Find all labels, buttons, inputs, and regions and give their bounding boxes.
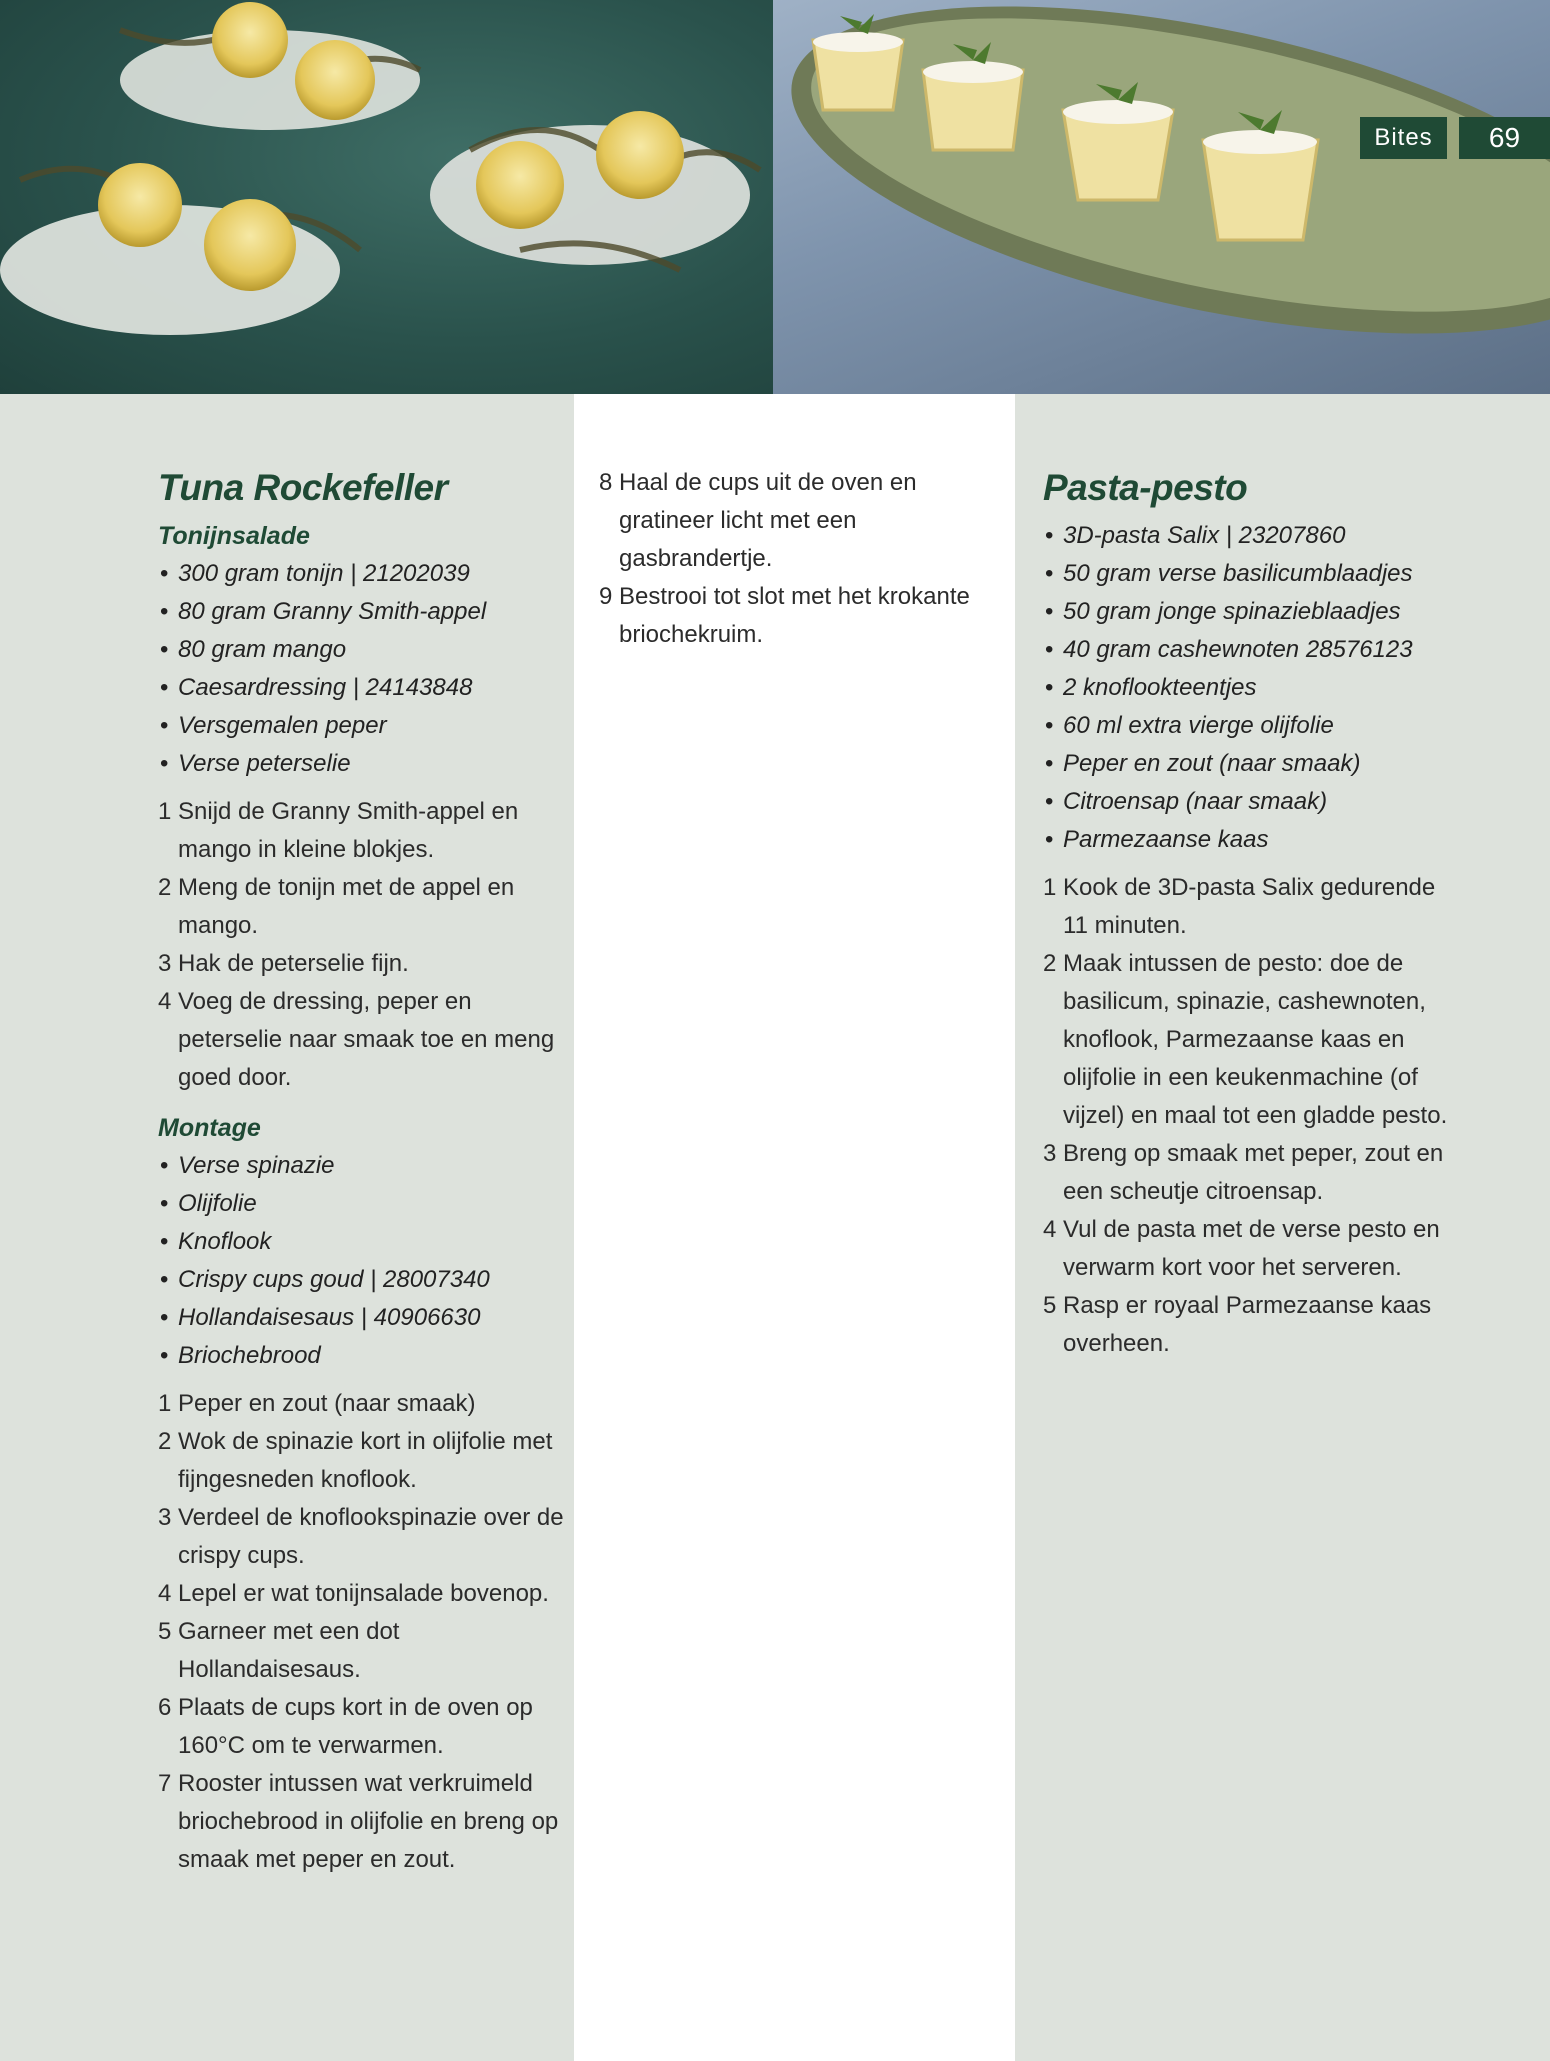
- step-item: [158, 983, 568, 1097]
- step-text: Voeg de dressing, peper en peterselie naar smaak toe en meng goed door.: [178, 988, 555, 1091]
- ingredient-item: • Verse spinazie: [158, 1147, 568, 1185]
- step-text: Bestrooi tot slot met het krokante briochekruim.: [619, 583, 970, 648]
- ingredient-item: • Olijfolie: [158, 1185, 568, 1223]
- step-text: Haal de cups uit de oven en gratineer licht met een gasbrandertje.: [619, 469, 917, 572]
- step-number: 8: [599, 469, 613, 496]
- ingredient-item: • 40 gram cashewnoten 28576123: [1043, 631, 1463, 669]
- step-number: 5: [1043, 1292, 1057, 1319]
- ingredient-item: • Crispy cups goud | 28007340: [158, 1261, 568, 1299]
- ingredient-item: • Parmezaanse kaas: [1043, 821, 1463, 859]
- ingredient-item: • 80 gram mango: [158, 631, 568, 669]
- step-text: Wok de spinazie kort in olijfolie met fijngesneden knoflook.: [178, 1428, 553, 1493]
- step-number: 3: [158, 1504, 172, 1531]
- step-item: [158, 1423, 568, 1499]
- step-item: [158, 1765, 568, 1879]
- montage-ingredient-list: [158, 1147, 568, 1375]
- step-number: 5: [158, 1618, 172, 1645]
- salad-heading: Tonijnsalade: [158, 522, 310, 550]
- pasta-step-list: [1043, 869, 1463, 1363]
- montage-heading: Montage: [158, 1114, 261, 1142]
- ingredient-item: • 3D-pasta Salix | 23207860: [1043, 517, 1463, 555]
- step-number: 3: [158, 950, 172, 977]
- ingredient-item: • Versgemalen peper: [158, 707, 568, 745]
- step-text: Garneer met een dot Hollandaisesaus.: [178, 1618, 400, 1683]
- step-number: 2: [158, 1428, 172, 1455]
- step-item: [158, 1689, 568, 1765]
- ingredient-item: • 50 gram jonge spinazieblaadjes: [1043, 593, 1463, 631]
- ingredient-item: • 300 gram tonijn | 21202039: [158, 555, 568, 593]
- ingredient-item: • Caesardressing | 24143848: [158, 669, 568, 707]
- salad-ingredient-list: [158, 555, 568, 783]
- step-number: 2: [158, 874, 172, 901]
- step-text: Rasp er royaal Parmezaanse kaas overheen.: [1063, 1292, 1432, 1357]
- step-number: 1: [158, 798, 172, 825]
- pasta-pesto-column: [1015, 394, 1550, 2061]
- step-text: Lepel er wat tonijnsalade bovenop.: [178, 1580, 549, 1607]
- step-number: 9: [599, 583, 613, 610]
- step-item: [599, 578, 999, 654]
- step-item: [158, 945, 568, 983]
- ingredient-item: • 2 knoflookteentjes: [1043, 669, 1463, 707]
- pasta-pesto-photo: [773, 0, 1550, 394]
- step-text: Kook de 3D-pasta Salix gedurende 11 minuten.: [1063, 874, 1436, 939]
- step-item: [158, 1499, 568, 1575]
- step-number: 6: [158, 1694, 172, 1721]
- step-item: [158, 793, 568, 869]
- step-number: 2: [1043, 950, 1057, 977]
- step-number: 3: [1043, 1140, 1057, 1167]
- ingredient-item: • Verse peterselie: [158, 745, 568, 783]
- salad-step-list: [158, 793, 568, 1097]
- step-text: Breng op smaak met peper, zout en een scheutje citroensap.: [1063, 1140, 1444, 1205]
- page-number: 69: [1459, 117, 1550, 159]
- montage-step-list: [158, 1385, 568, 1879]
- tuna-recipe-title: Tuna Rockefeller: [158, 467, 448, 508]
- step-text: Plaats de cups kort in de oven op 160°C om te verwarmen.: [178, 1694, 533, 1759]
- step-number: 1: [1043, 874, 1057, 901]
- step-text: Hak de peterselie fijn.: [178, 950, 409, 977]
- step-number: 4: [1043, 1216, 1057, 1243]
- tuna-rockefeller-photo: [0, 0, 773, 394]
- step-text: Meng de tonijn met de appel en mango.: [178, 874, 515, 939]
- ingredient-item: • Briochebrood: [158, 1337, 568, 1375]
- tuna-continued-column: [574, 394, 1015, 2061]
- step-item: [1043, 1135, 1463, 1211]
- continued-step-list: [599, 464, 999, 654]
- step-number: 1: [158, 1390, 172, 1417]
- step-text: Verdeel de knoflookspinazie over de crispy cups.: [178, 1504, 564, 1569]
- step-text: Peper en zout (naar smaak): [178, 1390, 476, 1417]
- section-label: Bites: [1360, 117, 1447, 159]
- step-number: 7: [158, 1770, 172, 1797]
- pasta-ingredient-list: [1043, 517, 1463, 859]
- step-item: [1043, 869, 1463, 945]
- step-item: [1043, 945, 1463, 1135]
- ingredient-item: • Knoflook: [158, 1223, 568, 1261]
- step-item: [1043, 1287, 1463, 1363]
- ingredient-item: • Hollandaisesaus | 40906630: [158, 1299, 568, 1337]
- ingredient-item: • 60 ml extra vierge olijfolie: [1043, 707, 1463, 745]
- step-item: [158, 1575, 568, 1613]
- step-item: [1043, 1211, 1463, 1287]
- step-number: 4: [158, 1580, 172, 1607]
- step-text: Snijd de Granny Smith-appel en mango in kleine blokjes.: [178, 798, 519, 863]
- step-item: [158, 1613, 568, 1689]
- pasta-recipe-title: Pasta-pesto: [1043, 467, 1248, 508]
- pasta-photo-illustration: [773, 0, 1550, 394]
- tuna-rockefeller-column: [0, 394, 574, 2061]
- step-text: Vul de pasta met de verse pesto en verwarm kort voor het serveren.: [1063, 1216, 1440, 1281]
- step-number: 4: [158, 988, 172, 1015]
- step-text: Maak intussen de pesto: doe de basilicum, spinazie, cashewnoten, knoflook, Parmezaanse kaas en olijfolie in een keukenmachine (of vijzel) en maal tot een gladde pesto.: [1063, 950, 1448, 1129]
- step-item: [599, 464, 999, 578]
- tuna-photo-illustration: [0, 0, 773, 394]
- step-item: [158, 869, 568, 945]
- ingredient-item: • 80 gram Granny Smith-appel: [158, 593, 568, 631]
- step-item: [158, 1385, 568, 1423]
- ingredient-item: • 50 gram verse basilicumblaadjes: [1043, 555, 1463, 593]
- ingredient-item: • Citroensap (naar smaak): [1043, 783, 1463, 821]
- ingredient-item: • Peper en zout (naar smaak): [1043, 745, 1463, 783]
- step-text: Rooster intussen wat verkruimeld briochebrood in olijfolie en breng op smaak met peper en zout.: [178, 1770, 559, 1873]
